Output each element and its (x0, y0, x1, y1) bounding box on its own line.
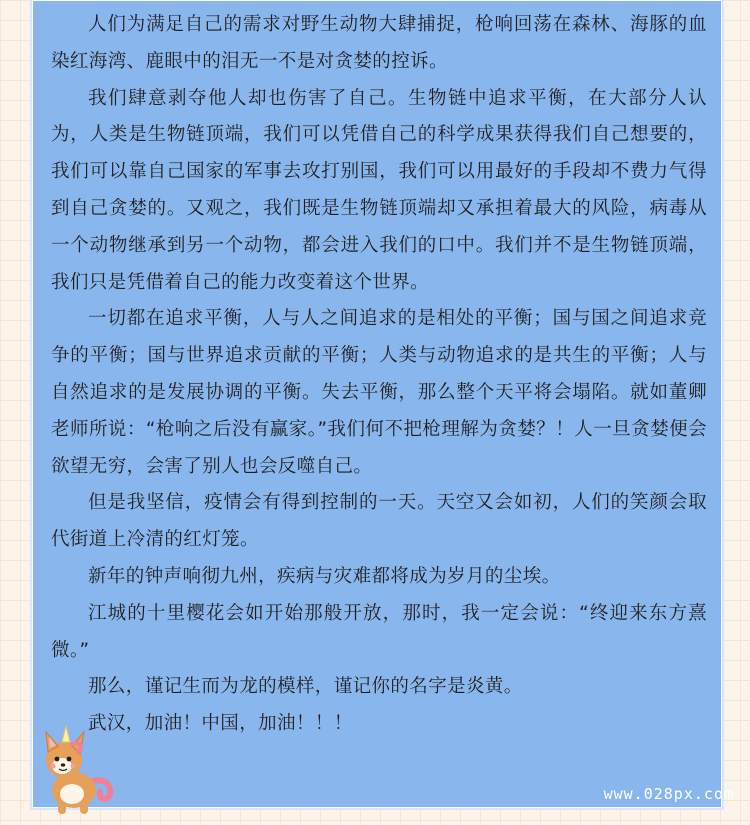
article-paragraph: 江城的十里樱花会如开始那般开放，那时，我一定会说：“终迎来东方熹微。” (51, 602, 707, 661)
article-paragraph: 但是我坚信，疫情会有得到控制的一天。天空又会如初，人们的笑颜会取代街道上冷清的红灯笼。 (51, 492, 707, 551)
article-paragraph: 那么，谨记生而为龙的模样，谨记你的名字是炎黄。 (88, 676, 523, 698)
article-paragraph: 新年的钟声响彻九州，疾病与灾难都将成为岁月的尘埃。 (88, 565, 561, 587)
article-paragraph: 一切都在追求平衡，人与人之间追求的是相处的平衡；国与国之间追求竞争的平衡；国与世界追求贡献的平衡；人类与动物追求的是共生的平衡；人与自然追求的是发展协调的平衡。失去平衡，那么整个天平将会塌陷。就如董卿老师所说：“枪响之后没有赢家。”我们何不把枪理解为贪婪？！人一旦贪婪便会欲望无穷，会害了别人也会反噬自己。 (51, 308, 707, 477)
corgi-unicorn-mascot-icon (28, 722, 120, 818)
article-paragraph: 武汉，加油！中国，加油！！！ (88, 713, 353, 735)
article-paragraph: 人们为满足自己的需求对野生动物大肆捕捉，枪响回荡在森林、海豚的血染红海湾、鹿眼中的泪无一不是对贪婪的控诉。 (51, 14, 707, 72)
article-body (51, 7, 707, 743)
article-card (32, 0, 722, 808)
site-watermark: www.028px.com (603, 785, 734, 803)
article-paragraph: 我们肆意剥夺他人却也伤害了自己。生物链中追求平衡，在大部分人认为，人类是生物链顶端，我们可以凭借自己的科学成果获得我们自己想要的，我们可以靠自己国家的军事去攻打别国，我们可以用最好的手段却不费力气得到自己贪婪的。又观之，我们既是生物链顶端却又承担着最大的风险，病毒从一个动物继承到另一个动物，都会进入我们的口中。我们并不是生物链顶端，我们只是凭借着自己的能力改变着这个世界。 (51, 87, 707, 293)
